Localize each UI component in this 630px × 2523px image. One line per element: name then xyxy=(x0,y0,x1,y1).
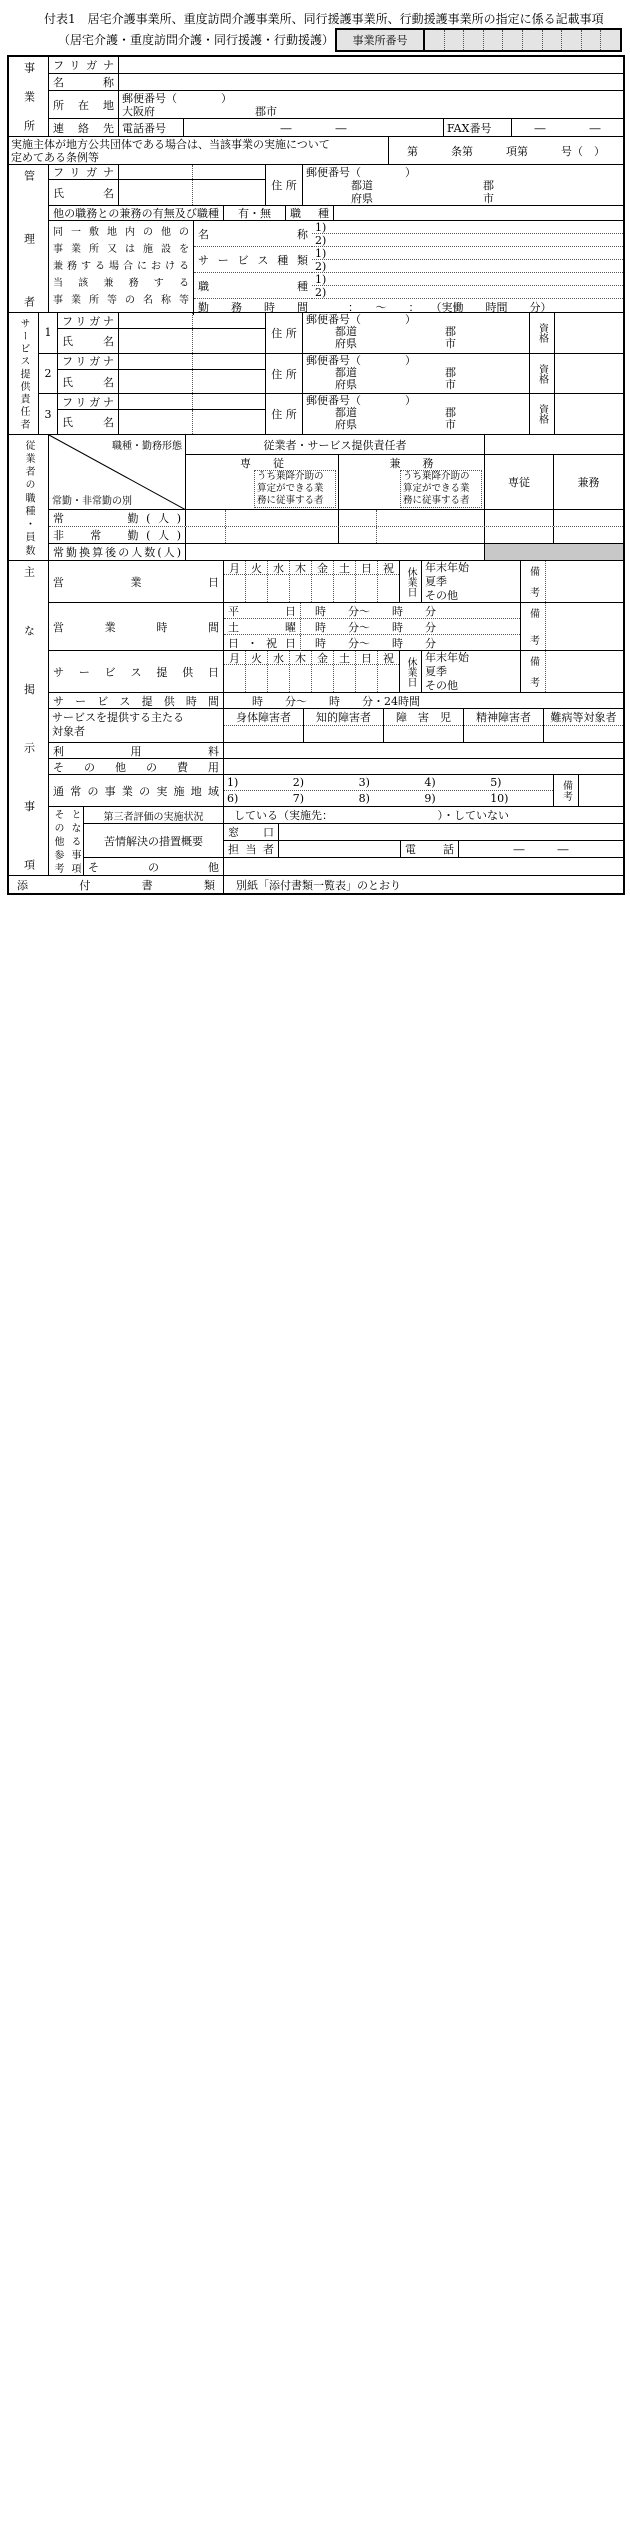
biko-field xyxy=(579,775,623,806)
sm-furigana-label: フリガナ xyxy=(62,314,114,328)
window-field xyxy=(279,824,623,840)
posted-items-section xyxy=(9,561,623,876)
form-subtitle: （居宅介護・重度訪問介護・同行援護・行動援護） xyxy=(58,33,335,47)
office-name-field xyxy=(119,74,623,90)
sm-qualification-label: 資格 xyxy=(530,313,555,353)
other-reference-block xyxy=(49,807,623,875)
service-days-label: サービス提供日 xyxy=(53,665,219,679)
other-reference-label: その他参考 となる事項 xyxy=(49,807,84,875)
sm-furigana-label: フリガナ xyxy=(62,395,114,409)
samesite-worktime-value: ： 〜 ： （実働 時間 分） xyxy=(315,301,552,314)
manager-samesite-desc: 同一敷地内の他の 事業所又は施設を 兼務する場合における 当該兼務する 事業所等の名称等 xyxy=(49,221,194,315)
biko-label: 備考 xyxy=(521,561,546,602)
senju-column-label: 専 従 xyxy=(240,457,284,470)
sm-section-label: サービス提供責任者 xyxy=(18,318,29,429)
fee-row xyxy=(49,743,623,759)
main-form-table xyxy=(7,55,625,895)
kenmu2-column-label: 兼務 xyxy=(577,476,600,489)
manager-address-label: 住 所 xyxy=(265,165,303,205)
ordinance-value: 第 条第 項第 号（ ） xyxy=(407,144,605,158)
fulltime-row-label: 常 勤(人) xyxy=(53,512,181,525)
target-users-row: サービスを提供する主たる 対象者 身体障害者 知的障害者 障 害 児 精神障害者 難病等対象者 xyxy=(49,709,623,743)
closed-days-values: 年末年始 夏季 その他 xyxy=(422,561,521,602)
sm-address-label: 住 所 xyxy=(265,313,303,353)
biko-field xyxy=(546,651,623,692)
manager-furigana-field xyxy=(119,165,193,179)
target-field xyxy=(304,726,383,742)
office-section-label-cell xyxy=(9,57,49,136)
office-number-digits xyxy=(425,30,620,50)
samesite-jobtype-2: 2) xyxy=(312,286,623,299)
sm-name-label: 氏 名 xyxy=(62,334,114,348)
manager-postal: 郵便番号（ ） xyxy=(306,166,416,179)
converted-count-row xyxy=(49,544,623,560)
service-area-row: 通常の事業の実施地域 1) 2) 3) 4) 5) 6) 7) 8) 9) 10) 備考 xyxy=(49,775,623,807)
sm-address-label: 住 所 xyxy=(265,394,303,434)
office-tel-label: 電話番号 xyxy=(119,119,184,136)
sm-address-field: 郵便番号（ ） 都道 府県 郡 市 xyxy=(303,354,530,394)
attachments-value: 別紙「添付書類一覧表」のとおり xyxy=(236,878,401,892)
manager-furigana-label: フリガナ xyxy=(53,166,114,179)
posted-section-label-cell xyxy=(9,561,49,875)
biko-field xyxy=(546,561,623,602)
fee-label: 利 用 料 xyxy=(53,744,219,758)
target-field xyxy=(544,726,623,742)
manager-fuken: 府県 xyxy=(351,192,373,205)
manager-name-field xyxy=(119,180,193,205)
manager-address-field xyxy=(303,165,623,205)
service-hours-row xyxy=(49,693,623,709)
samesite-name-2: 2) xyxy=(312,234,623,247)
employees-header: 従業者・サービス提供責任者 xyxy=(186,435,485,454)
other-field xyxy=(224,858,623,875)
window-label: 窓 口 xyxy=(228,826,274,839)
office-contact-label: 連 絡 先 xyxy=(53,121,114,135)
diag-top-label: 職種・勤務形態 xyxy=(112,441,182,452)
sm-section-label-cell xyxy=(9,313,39,434)
kenmu-column-label: 兼 務 xyxy=(389,457,434,470)
ordinance-text-line2: 定めてある条例等 xyxy=(11,151,99,164)
office-number-label: 事業所番号 xyxy=(337,30,425,50)
biko-label: 備考 xyxy=(554,775,579,806)
other-costs-row xyxy=(49,759,623,775)
sm-row-1 xyxy=(39,313,623,354)
samesite-service-label: サービス種類 xyxy=(198,253,308,267)
sm-row-2 xyxy=(39,354,623,395)
attachments-label: 添 付 書 類 xyxy=(17,878,215,892)
other-row xyxy=(84,858,623,875)
fee-field xyxy=(224,743,623,758)
business-hours-label: 営 業 時 間 xyxy=(53,620,219,634)
samesite-worktime-label: 勤 務 時 間 xyxy=(198,301,308,314)
employees-section-label: 従業者の職種・員数 xyxy=(23,440,34,555)
complaint-label: 苦情解決の措置概要 xyxy=(84,824,224,857)
office-section xyxy=(9,57,623,137)
converted-count-label: 常勤換算後の人数(人) xyxy=(53,546,181,559)
samesite-jobtype-label: 職 種 xyxy=(198,279,308,293)
office-address-label: 所 在 地 xyxy=(53,98,114,112)
closed-days-label: 休業日 xyxy=(400,651,422,692)
samesite-name-label: 名 称 xyxy=(198,227,308,241)
office-prefecture: 大阪府 xyxy=(122,105,155,118)
sm-row-number: 1 xyxy=(39,313,58,353)
office-furigana-field xyxy=(119,57,623,73)
parttime-row-label: 非 常 勤(人) xyxy=(53,529,181,542)
business-days-label: 営 業 日 xyxy=(53,575,219,589)
complaint-row xyxy=(84,824,623,858)
closed-days-values: 年末年始 夏季 その他 xyxy=(422,651,521,692)
samesite-service-1: 1) xyxy=(312,247,623,260)
employees-section-label-cell xyxy=(9,435,49,560)
biko-field xyxy=(546,603,623,650)
manager-shi: 市 xyxy=(483,192,494,205)
business-days-grid: 月 火 水 木 金 土 日 祝 xyxy=(224,561,400,602)
manager-section-label-cell xyxy=(9,165,49,312)
person-in-charge-field xyxy=(279,841,401,857)
business-hours-row: 営 業 時 間 平 日 時 分〜 時 分 土 曜 時 分〜 時 分 日・祝日 時 分〜 時 分 備考 xyxy=(49,603,623,651)
kenmu-note: うち乗降介助の 算定ができる業 務に従事する者 xyxy=(400,470,482,508)
employees-section xyxy=(9,435,623,561)
person-in-charge-label: 担 当 者 xyxy=(228,843,274,856)
employees-diagonal-header xyxy=(49,435,186,509)
phone-value: ― ― xyxy=(513,843,569,856)
sm-address-field: 郵便番号（ ） 都道 府県 郡 市 xyxy=(303,313,530,353)
office-tel-value: ― ― xyxy=(184,119,444,136)
parttime-row xyxy=(49,527,623,544)
sm-row-3 xyxy=(39,394,623,434)
samesite-name-1: 1) xyxy=(312,221,623,234)
sm-qualification-field xyxy=(555,313,623,353)
sm-name-label: 氏 名 xyxy=(62,375,114,389)
sm-qualification-field xyxy=(555,354,623,394)
manager-concurrent-label: 他の職務との兼務の有無及び職種 xyxy=(53,207,219,220)
target-users-label: サービスを提供する主たる 対象者 xyxy=(49,709,224,742)
manager-jobtype-label: 職 種 xyxy=(290,207,329,220)
office-furigana-label: フリガナ xyxy=(53,59,114,72)
manager-section xyxy=(9,165,623,313)
attachments-row xyxy=(9,876,623,893)
senju2-column-label: 専従 xyxy=(485,455,554,509)
sm-qualification-label: 資格 xyxy=(530,394,555,434)
office-fax-value: ― ― xyxy=(534,121,601,135)
service-hours-value: 時 分〜 時 分・24時間 xyxy=(252,694,420,708)
manager-section-label: 管理者 xyxy=(22,170,36,307)
other-costs-field xyxy=(224,759,623,774)
target-field xyxy=(384,726,463,742)
form-page xyxy=(0,0,630,903)
office-fax-label: FAX番号 xyxy=(444,119,512,136)
third-party-eval-row xyxy=(84,807,623,824)
samesite-jobtype-1: 1) xyxy=(312,273,623,286)
manager-arinashi: 有・無 xyxy=(224,206,286,220)
service-days-grid: 月 火 水 木 金 土 日 祝 xyxy=(224,651,400,692)
phone-label: 電 話 xyxy=(405,843,454,856)
service-area-label: 通常の事業の実施地域 xyxy=(53,784,219,798)
ordinance-row xyxy=(9,137,623,165)
form-title: 付表1 居宅介護事業所、重度訪問介護事業所、同行援護事業所、行動援護事業所の指定に係る記載事項 xyxy=(44,12,604,26)
office-number-box xyxy=(335,28,622,52)
manager-todo: 都道 xyxy=(351,179,373,192)
office-section-label: 事業所 xyxy=(22,62,36,131)
service-hours-label: サービス提供時間 xyxy=(53,694,219,708)
business-days-row xyxy=(49,561,623,603)
samesite-service-2: 2) xyxy=(312,260,623,273)
target-field xyxy=(464,726,543,742)
manager-name-label: 氏 名 xyxy=(53,186,114,200)
target-field xyxy=(224,726,303,742)
sm-address-label: 住 所 xyxy=(265,354,303,394)
office-postal: 郵便番号（ ） xyxy=(122,92,232,105)
biko-label: 備考 xyxy=(521,603,546,650)
manager-jobtype-field xyxy=(334,206,623,220)
service-manager-section xyxy=(9,313,623,435)
third-party-eval-label: 第三者評価の実施状況 xyxy=(84,807,224,823)
service-days-row xyxy=(49,651,623,693)
closed-days-label: 休業日 xyxy=(400,561,422,602)
fulltime-row xyxy=(49,510,623,527)
ordinance-text-line1: 実施主体が地方公共団体である場合は、当該事業の実施について xyxy=(11,138,330,151)
office-name-label: 名 称 xyxy=(53,76,114,89)
sm-row-number: 3 xyxy=(39,394,58,434)
biko-label: 備考 xyxy=(521,651,546,692)
sm-qualification-field xyxy=(555,394,623,434)
sm-address-field: 郵便番号（ ） 都道 府県 郡 市 xyxy=(303,394,530,434)
sm-qualification-label: 資格 xyxy=(530,354,555,394)
senju-note: うち乗降介助の 算定ができる業 務に従事する者 xyxy=(254,470,336,508)
third-party-eval-value: している（実施先： ）・していない xyxy=(234,809,509,822)
sm-furigana-label: フリガナ xyxy=(62,355,114,369)
sm-row-number: 2 xyxy=(39,354,58,394)
posted-section-label: 主な掲示事項 xyxy=(22,566,36,870)
diag-bottom-label: 常勤・非常勤の別 xyxy=(52,496,132,507)
office-gunshi: 郡市 xyxy=(255,105,277,118)
other-label: そ の 他 xyxy=(88,860,219,874)
manager-gun: 郡 xyxy=(483,179,494,192)
other-costs-label: そ の 他 の 費 用 xyxy=(53,760,219,774)
sm-name-label: 氏 名 xyxy=(62,416,114,430)
blocked-cell xyxy=(485,544,623,560)
